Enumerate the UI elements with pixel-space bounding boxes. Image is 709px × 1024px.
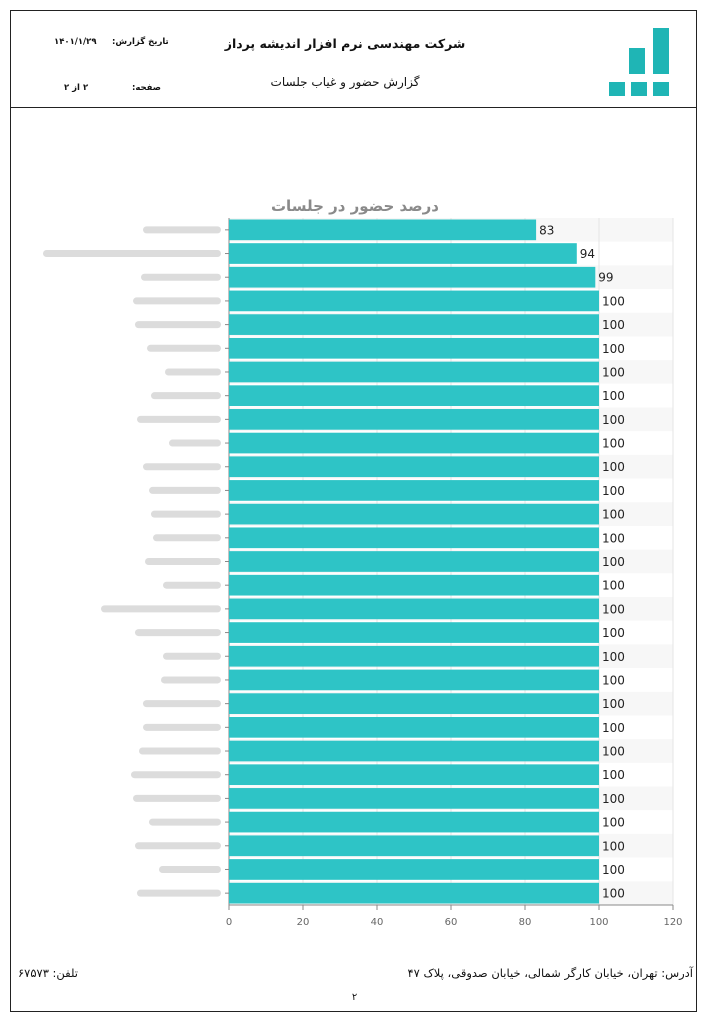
x-tick-label: 80	[518, 917, 532, 928]
bar	[229, 883, 599, 904]
bar-value-label: 100	[602, 507, 625, 522]
bar	[229, 835, 599, 856]
bar	[229, 267, 595, 288]
bar-value-label: 100	[602, 862, 625, 877]
bar-value-label: 100	[602, 626, 625, 641]
bar-value-label: 100	[602, 720, 625, 735]
redacted-category-label	[151, 511, 221, 518]
redacted-category-label	[149, 819, 221, 826]
redacted-category-label	[153, 534, 221, 541]
bar-value-label: 100	[602, 318, 625, 333]
x-tick-label: 120	[663, 917, 683, 928]
redacted-category-label	[165, 368, 221, 375]
x-tick-label: 20	[296, 917, 310, 928]
bar-value-label: 100	[602, 649, 625, 664]
report-title: گزارش حضور و غیاب جلسات	[270, 75, 420, 89]
redacted-category-label	[133, 297, 221, 304]
bar-value-label: 100	[602, 483, 625, 498]
redacted-category-label	[135, 321, 221, 328]
redacted-category-label	[143, 724, 221, 731]
company-logo	[607, 26, 677, 98]
redacted-category-label	[143, 700, 221, 707]
attendance-chart	[0, 180, 709, 930]
redacted-category-label	[163, 582, 221, 589]
redacted-category-label	[133, 795, 221, 802]
bar	[229, 409, 599, 430]
bar	[229, 220, 536, 241]
bar	[229, 788, 599, 809]
bar	[229, 717, 599, 738]
redacted-category-label	[137, 416, 221, 423]
bar-value-label: 100	[602, 886, 625, 901]
bar-value-label: 100	[602, 673, 625, 688]
x-tick-label: 60	[444, 917, 458, 928]
report-date-value: ۱۴۰۱/۱/۲۹	[54, 37, 97, 47]
report-header	[10, 10, 697, 108]
bar-value-label: 99	[598, 270, 614, 285]
x-tick-label: 100	[589, 917, 609, 928]
bar	[229, 741, 599, 762]
bar-value-label: 100	[602, 839, 625, 854]
bar-value-label: 100	[602, 602, 625, 617]
redacted-category-label	[101, 605, 221, 612]
page-label: صفحه:	[132, 83, 162, 93]
bar	[229, 764, 599, 785]
bar	[229, 693, 599, 714]
bar-value-label: 100	[602, 531, 625, 546]
redacted-category-label	[135, 629, 221, 636]
bar-value-label: 100	[602, 815, 625, 830]
page-number: ۲	[351, 992, 358, 1003]
redacted-category-label	[131, 771, 221, 778]
redacted-category-label	[143, 463, 221, 470]
bar-value-label: 100	[602, 436, 625, 451]
bar-value-label: 100	[602, 744, 625, 759]
bar	[229, 243, 577, 264]
footer-address: آدرس: تهران، خیابان کارگر شمالی، خیابان صدوقی، پلاک ۴۷	[407, 966, 693, 980]
page-value: ۲ از ۲	[64, 83, 89, 93]
bar	[229, 646, 599, 667]
redacted-category-label	[135, 842, 221, 849]
redacted-category-label	[145, 558, 221, 565]
report-date-label: تاریخ گزارش:	[112, 37, 169, 47]
bar	[229, 314, 599, 335]
x-tick-label: 40	[370, 917, 384, 928]
bar	[229, 670, 599, 691]
bar-value-label: 100	[602, 555, 625, 569]
redacted-category-label	[163, 653, 221, 660]
redacted-category-label	[143, 226, 221, 233]
bar-value-label: 100	[602, 578, 625, 593]
bar-value-label: 100	[602, 389, 625, 404]
bar	[229, 812, 599, 833]
bar	[229, 385, 599, 406]
redacted-category-label	[159, 866, 221, 873]
redacted-category-label	[43, 250, 221, 257]
x-tick-label: 0	[225, 917, 233, 928]
bar	[229, 599, 599, 620]
bar-value-label: 94	[579, 247, 596, 262]
chart-title: درصد حضور در جلسات	[270, 197, 440, 215]
bar	[229, 551, 599, 572]
bar	[229, 338, 599, 359]
bar	[229, 480, 599, 501]
bar	[229, 433, 599, 454]
bar-value-label: 100	[602, 768, 625, 783]
bar-value-label: 100	[602, 791, 625, 806]
bar-value-label: 83	[539, 223, 555, 238]
redacted-category-label	[161, 676, 221, 683]
bar-value-label: 100	[602, 460, 625, 475]
bar	[229, 859, 599, 880]
redacted-category-label	[141, 274, 221, 281]
bar-value-label: 100	[602, 412, 625, 427]
bar	[229, 362, 599, 383]
company-name: شرکت مهندسی نرم افزار اندیشه پرداز	[224, 36, 466, 51]
bar-value-label: 100	[602, 365, 625, 380]
redacted-category-label	[169, 440, 221, 447]
bar	[229, 527, 599, 548]
bar-value-label: 100	[602, 294, 625, 309]
redacted-category-label	[137, 890, 221, 897]
bar-value-label: 100	[602, 341, 625, 356]
bar	[229, 291, 599, 312]
bar	[229, 575, 599, 596]
redacted-category-label	[139, 748, 221, 755]
redacted-category-label	[149, 487, 221, 494]
bar	[229, 622, 599, 643]
footer-phone: تلفن: ۶۷۵۷۳	[18, 966, 78, 980]
redacted-category-label	[151, 392, 221, 399]
bar	[229, 456, 599, 477]
bar	[229, 504, 599, 525]
bar-value-label: 100	[602, 697, 625, 712]
redacted-category-label	[147, 345, 221, 352]
